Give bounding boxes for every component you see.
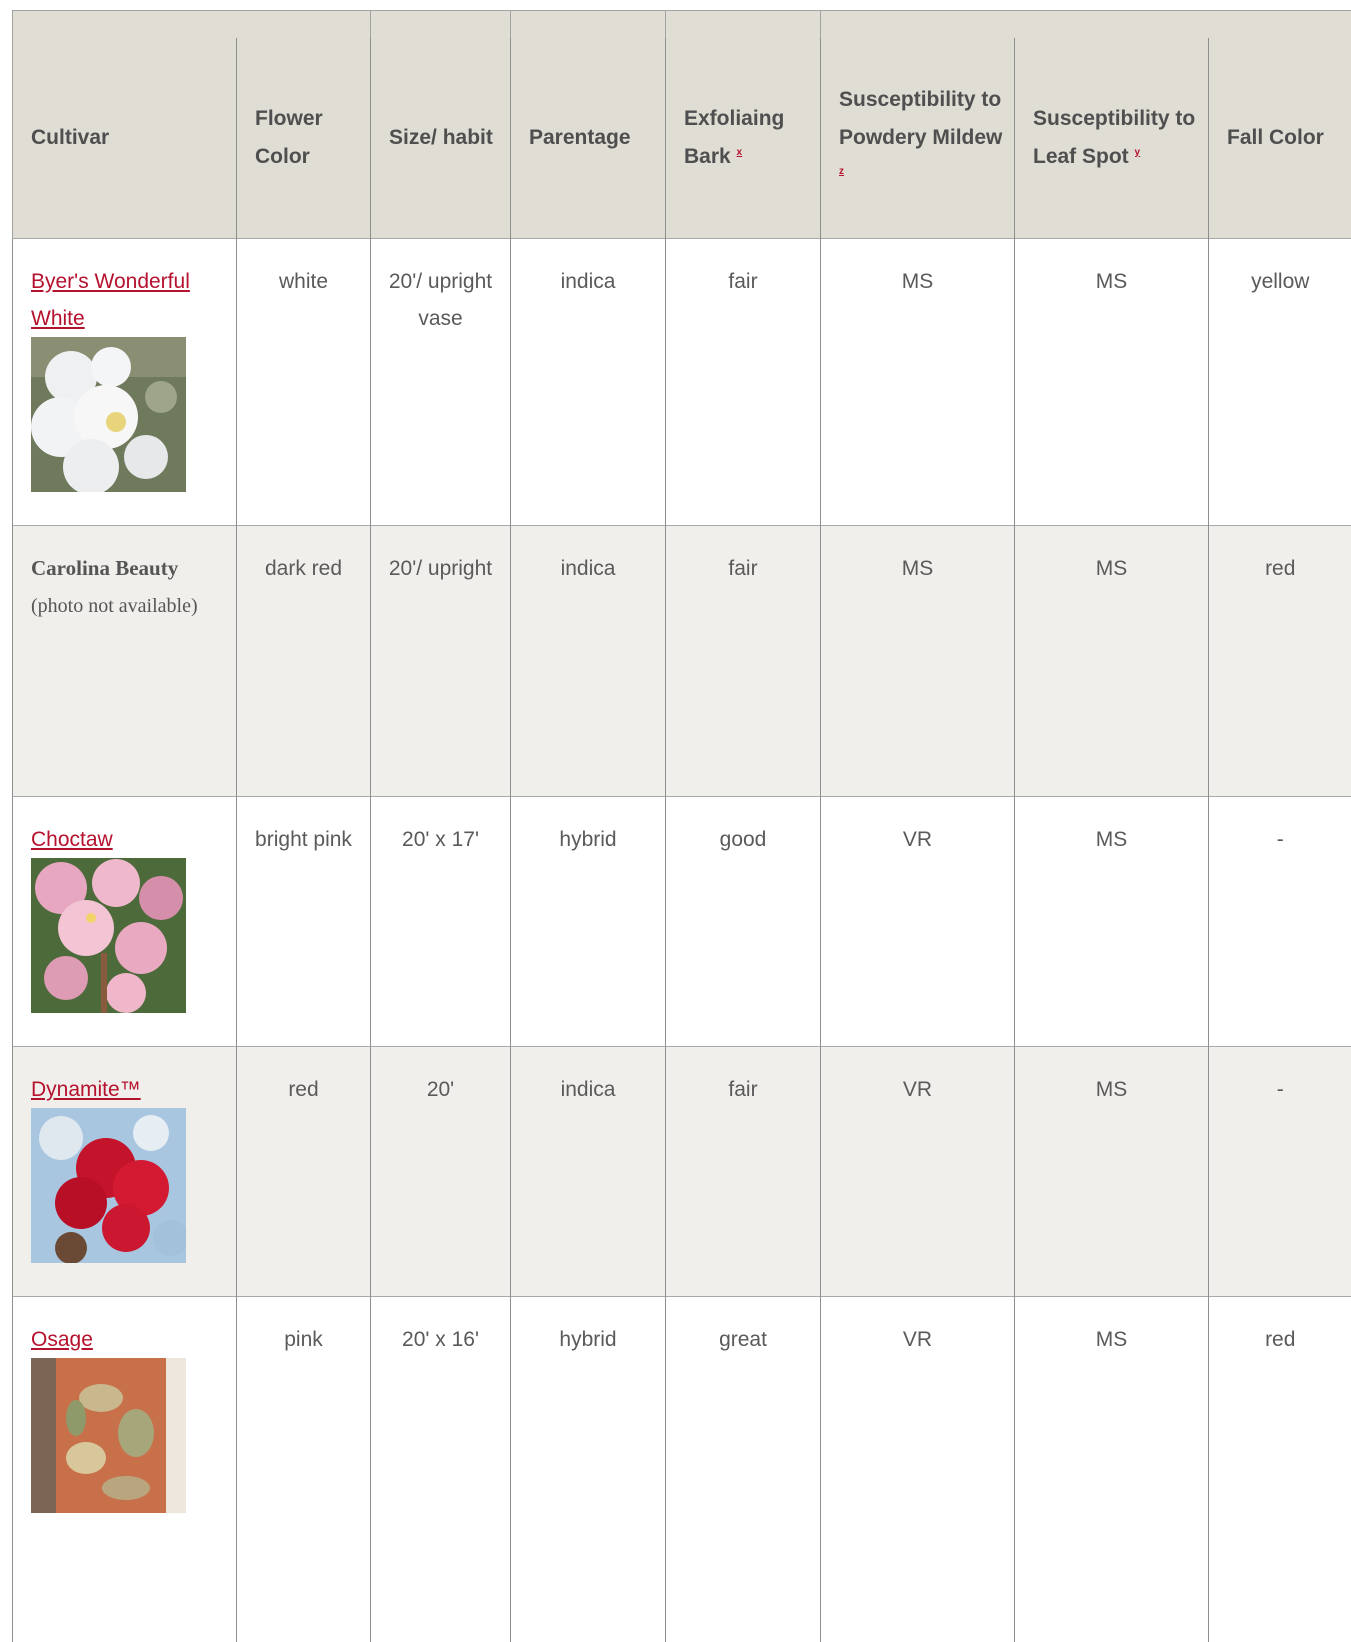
white-crape-myrtle-flower-photo-icon[interactable] xyxy=(31,337,193,499)
cultivar-name: Carolina Beauty xyxy=(31,555,179,580)
bark-cell: fair xyxy=(666,1046,821,1296)
column-header-bark xyxy=(666,38,821,238)
exfoliating-bark-photo-icon[interactable] xyxy=(31,1358,193,1520)
fall-color-cell: yellow xyxy=(1209,238,1351,525)
cultivar-cell xyxy=(13,1046,237,1296)
header-spacer-cell xyxy=(666,11,821,39)
cultivar-link[interactable]: Dynamite™ xyxy=(31,1077,141,1101)
leaf-spot-cell: MS xyxy=(1015,1046,1209,1296)
column-header-leaf-spot xyxy=(1015,38,1209,238)
size-habit-cell: 20'/ upright xyxy=(371,525,511,796)
mildew-cell: MS xyxy=(821,525,1015,796)
column-header-label: Size/ habit xyxy=(389,125,493,149)
cultivar-cell xyxy=(13,796,237,1046)
cultivar-comparison-table xyxy=(12,10,1351,1642)
parentage-cell: indica xyxy=(511,1046,666,1296)
size-habit-cell: 20' xyxy=(371,1046,511,1296)
footnote-link-z[interactable]: z xyxy=(839,165,844,177)
header-row xyxy=(13,38,1351,238)
header-spacer-cell xyxy=(237,11,371,39)
photo-unavailable-note: (photo not available) xyxy=(31,594,198,617)
parentage-cell: indica xyxy=(511,525,666,796)
parentage-cell: hybrid xyxy=(511,1296,666,1642)
parentage-cell: indica xyxy=(511,238,666,525)
header-spacer-cell xyxy=(1015,11,1209,39)
table-row xyxy=(13,238,1351,525)
column-header-label: Susceptibility to Leaf Spot xyxy=(1033,106,1196,168)
cultivar-cell xyxy=(13,1296,237,1642)
column-header-label: Exfoliaing Bark xyxy=(684,106,785,168)
header-spacer-row xyxy=(13,11,1351,39)
mildew-cell: VR xyxy=(821,1046,1015,1296)
mildew-cell: VR xyxy=(821,796,1015,1046)
fall-color-cell: - xyxy=(1209,796,1351,1046)
table-row xyxy=(13,1046,1351,1296)
bark-cell: fair xyxy=(666,525,821,796)
column-header-fall-color xyxy=(1209,38,1351,238)
mildew-cell: MS xyxy=(821,238,1015,525)
cultivar-link[interactable]: Choctaw xyxy=(31,827,113,851)
cultivar-link[interactable]: Osage xyxy=(31,1327,93,1351)
header-spacer-cell xyxy=(1209,11,1351,39)
flower-color-cell: bright pink xyxy=(237,796,371,1046)
flower-color-cell: red xyxy=(237,1046,371,1296)
header-spacer-cell xyxy=(821,11,1015,39)
bark-cell: great xyxy=(666,1296,821,1642)
table-row xyxy=(13,796,1351,1046)
pink-crape-myrtle-flower-photo-icon[interactable] xyxy=(31,858,193,1020)
fall-color-cell: red xyxy=(1209,1296,1351,1642)
cultivar-cell xyxy=(13,238,237,525)
table-row xyxy=(13,525,1351,796)
table-row xyxy=(13,1296,1351,1642)
header-spacer-cell xyxy=(13,11,237,39)
column-header-parentage xyxy=(511,38,666,238)
column-header-label: Flower Color xyxy=(255,106,323,168)
flower-color-cell: pink xyxy=(237,1296,371,1642)
bark-cell: good xyxy=(666,796,821,1046)
leaf-spot-cell: MS xyxy=(1015,1296,1209,1642)
cultivar-cell xyxy=(13,525,237,796)
footnote-link-y[interactable]: y xyxy=(1134,146,1141,158)
column-header-label: Susceptibility to Powdery Mildew xyxy=(839,87,1003,149)
column-header-mildew xyxy=(821,38,1015,238)
size-habit-cell: 20' x 17' xyxy=(371,796,511,1046)
leaf-spot-cell: MS xyxy=(1015,525,1209,796)
column-header-cultivar xyxy=(13,38,237,238)
header-spacer-cell xyxy=(371,11,511,39)
leaf-spot-cell: MS xyxy=(1015,238,1209,525)
column-header-label: Parentage xyxy=(529,125,631,149)
size-habit-cell: 20'/ upright vase xyxy=(371,238,511,525)
size-habit-cell: 20' x 16' xyxy=(371,1296,511,1642)
column-header-flower-color xyxy=(237,38,371,238)
cultivar-table-container xyxy=(12,10,1351,1642)
fall-color-cell: red xyxy=(1209,525,1351,796)
flower-color-cell: dark red xyxy=(237,525,371,796)
column-header-label: Fall Color xyxy=(1227,125,1324,149)
leaf-spot-cell: MS xyxy=(1015,796,1209,1046)
cultivar-link[interactable]: Byer's Wonderful White xyxy=(31,269,190,330)
fall-color-cell: - xyxy=(1209,1046,1351,1296)
parentage-cell: hybrid xyxy=(511,796,666,1046)
column-header-size-habit xyxy=(371,38,511,238)
mildew-cell: VR xyxy=(821,1296,1015,1642)
bark-cell: fair xyxy=(666,238,821,525)
red-crape-myrtle-flower-photo-icon[interactable] xyxy=(31,1108,193,1270)
header-spacer-cell xyxy=(511,11,666,39)
footnote-link-x[interactable]: x xyxy=(736,146,743,158)
column-header-label: Cultivar xyxy=(31,125,110,149)
flower-color-cell: white xyxy=(237,238,371,525)
